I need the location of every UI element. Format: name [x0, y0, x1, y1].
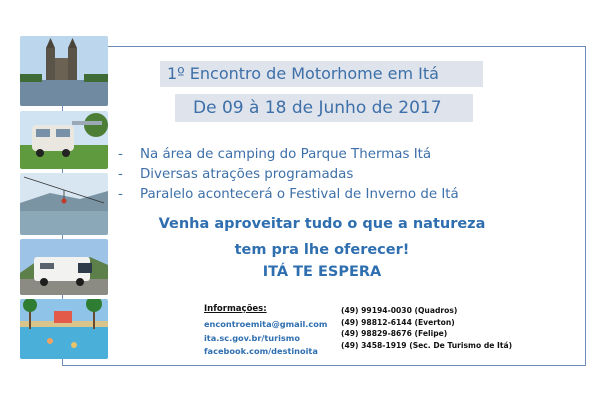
email-link[interactable]: encontroemita@gmail.com — [204, 319, 328, 329]
callout-line-2: tem pra lhe oferecer! — [234, 242, 410, 258]
phone-felipe: (49) 98829-8676 (Felipe) — [341, 329, 448, 338]
photo-camper-van — [20, 111, 108, 169]
phone-everton: (49) 98812-6144 (Everton) — [341, 317, 455, 327]
list-item: - Na área de camping do Parque Thermas Itá — [118, 147, 432, 162]
phone-quadros: (49) 99194-0030 (Quadros) — [341, 306, 458, 315]
photo-thermal-park — [20, 299, 108, 359]
phone-list — [341, 305, 512, 351]
callout-line-3: ITÁ TE ESPERA — [262, 264, 382, 280]
website-link[interactable]: ita.sc.gov.br/turismo — [204, 332, 300, 343]
phone-secretaria: (49) 3458-1919 (Sec. De Turismo de Itá) — [341, 340, 513, 350]
callout-line-1: Venha aproveitar tudo o que a natureza — [158, 216, 486, 232]
contact-links — [204, 318, 327, 359]
info-label: Informações: — [204, 304, 267, 314]
photo-church-towers — [20, 36, 108, 106]
event-title: 1º Encontro de Motorhome em Itá — [160, 61, 483, 87]
list-item: - Diversas atrações programadas — [118, 167, 354, 182]
event-dates: De 09 à 18 de Junho de 2017 — [175, 94, 473, 122]
facebook-link[interactable]: facebook.com/destinoita — [204, 346, 318, 356]
list-item: - Paralelo acontecerá o Festival de Inverno de Itá — [118, 187, 459, 202]
highlights-list — [118, 145, 459, 205]
